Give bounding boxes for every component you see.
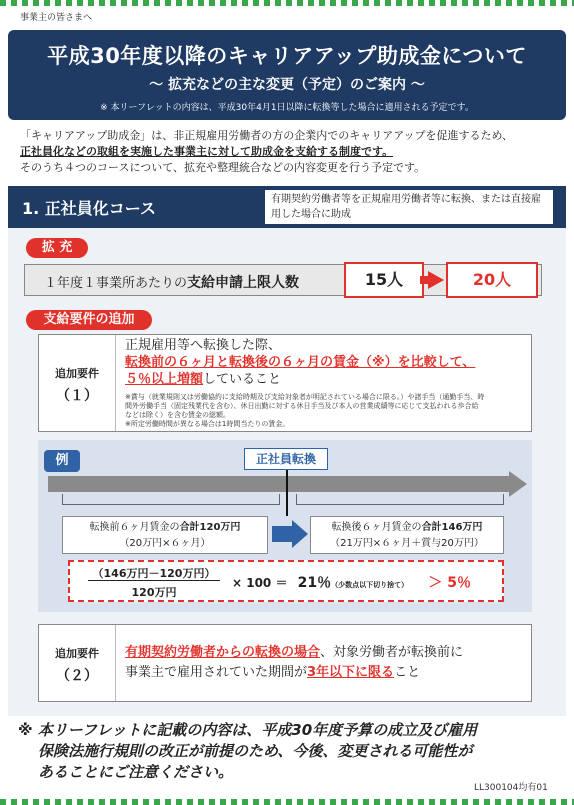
requirement-2-text-3: こと <box>394 665 421 680</box>
audience-label: 事業主の皆さまへ <box>20 13 93 23</box>
bottom-dot-border <box>0 799 574 805</box>
limit-label-bold: 支給申請上限人数 <box>187 275 300 291</box>
fraction-line <box>88 580 220 581</box>
calculation-percent: 21％ <box>297 575 332 591</box>
requirement-1-box <box>38 334 532 432</box>
requirement-1-note-3: などは除く）を含む賃金の総額。 <box>125 411 230 419</box>
page-title: 平成30年度以降のキャリアアップ助成金について <box>47 44 527 68</box>
course-title: 1. 正社員化コース <box>22 199 156 218</box>
after-wage-prefix: 転換後６ヶ月賃金の <box>331 522 422 533</box>
requirement-1-note-1: ※賞与（就業規則又は労働協約に支給時期及び支給対象者が明記されている場合に限る。）や諸手当（通勤手当、時 <box>125 393 485 401</box>
requirement-1-note-2: 間外労働手当（固定残業代を含む）、休日出勤に対する休日手当及び本人の営業成績等に応じて支払われる歩合給 <box>125 402 479 410</box>
requirement-1-line-2: 転換前の６ヶ月と転換後の６ヶ月の賃金（※）を比較して、 <box>125 355 476 370</box>
footer-line-1: ※ 本リーフレットに記載の内容は、平成30年度予算の成立及び雇用 <box>18 721 478 739</box>
rounding-note: （少数点以下切り捨て） <box>331 581 409 589</box>
before-wage-box <box>62 516 268 554</box>
new-limit-value: 20人 <box>446 262 538 298</box>
after-period-bracket <box>296 494 504 505</box>
requirement-2-text-1: 、対象労働者が転換前に <box>320 645 464 660</box>
intro-line-2: 正社員化などの取組を実施した事業主に対して助成金を支給する制度です。 <box>20 145 394 158</box>
after-wage-detail: （21万円×６ヶ月＋賞与20万円） <box>330 538 484 549</box>
top-dot-border <box>0 0 574 6</box>
timeline-arrow-icon <box>509 471 527 497</box>
after-wage-total: 合計146万円 <box>421 522 483 533</box>
requirement-2-text-2: 事業主で雇用されていた期間が <box>125 665 308 680</box>
wage-arrow-shaft <box>272 526 294 542</box>
requirement-2-label: 追加要件 <box>55 647 99 660</box>
conversion-label: 正社員転換 <box>244 448 328 470</box>
document-code: LL300104均有01 <box>474 783 548 793</box>
after-wage-box <box>310 516 504 554</box>
calculation-denominator: 120万円 <box>131 586 177 599</box>
calculation-operator: × 100 ＝ <box>232 576 288 590</box>
footer-line-3: あることにご注意ください。 <box>38 763 234 781</box>
intro-line-3: そのうち４つのコースについて、拡充や整理統合などの内容変更を行う予定です。 <box>20 161 426 174</box>
footer-disclaimer <box>18 720 558 783</box>
before-wage-detail: （20万円×６ヶ月） <box>119 538 211 549</box>
before-wage-prefix: 転換前６ヶ月賃金の <box>89 522 180 533</box>
title-banner <box>8 30 566 120</box>
requirement-2-text <box>125 643 529 683</box>
course-description: 有期契約労働者等を正規雇用労働者等に転換、または直接雇用した場合に助成 <box>265 190 553 224</box>
increase-arrow-icon <box>428 271 444 289</box>
requirements-tag: 支給要件の追加 <box>26 310 152 330</box>
limit-label <box>44 272 299 292</box>
requirement-1-label-cell <box>39 335 116 431</box>
old-limit-value: 15人 <box>344 262 424 298</box>
before-period-bracket <box>62 494 280 505</box>
limit-label-prefix: １年度１事業所あたりの <box>44 276 188 291</box>
requirement-1-text <box>125 337 525 388</box>
calculation-result <box>232 572 471 592</box>
example-badge: 例 <box>44 450 80 472</box>
threshold-comparison: ＞ 5％ <box>428 575 471 591</box>
requirement-2-highlight-1: 有期契約労働者からの転換の場合 <box>125 645 321 660</box>
requirement-1-label: 追加要件 <box>55 367 99 380</box>
before-wage-total: 合計120万円 <box>179 522 241 533</box>
requirement-1-line-1: 正規雇用等へ転換した際、 <box>125 338 282 353</box>
requirement-1-number: （１） <box>56 388 98 404</box>
requirement-1-notes <box>125 393 527 429</box>
wage-arrow-icon <box>292 520 308 548</box>
expansion-tag: 拡 充 <box>26 238 88 258</box>
intro-text <box>20 128 560 176</box>
requirement-2-box <box>38 624 532 702</box>
footer-line-2: 保険法施行規則の改正が前提のため、今後、変更される可能性が <box>38 742 473 760</box>
calculation-numerator: （146万円－120万円） <box>92 567 216 580</box>
banner-note: ※ 本リーフレットの内容は、平成30年4月1日以降に転換等した場合に適用される予定です。 <box>100 103 474 113</box>
requirement-1-highlight: ５％以上増額 <box>125 372 204 387</box>
requirement-2-highlight-2: 3年以下に限る <box>307 665 395 680</box>
conversion-marker <box>286 470 288 516</box>
page-subtitle: ～ 拡充などの主な変更（予定）のご案内 ～ <box>149 77 425 93</box>
requirement-1-note-4: ※所定労働時間が異なる場合は1時間当たりの賃金。 <box>125 420 290 428</box>
requirement-1-line-3: していること <box>203 372 282 387</box>
requirement-2-number: （２） <box>56 668 98 684</box>
intro-line-1: 「キャリアアップ助成金」は、非正規雇用労働者の方の企業内でのキャリアアップを促進するため、 <box>20 129 514 142</box>
requirement-2-label-cell <box>39 625 116 701</box>
timeline-bar <box>48 476 510 492</box>
